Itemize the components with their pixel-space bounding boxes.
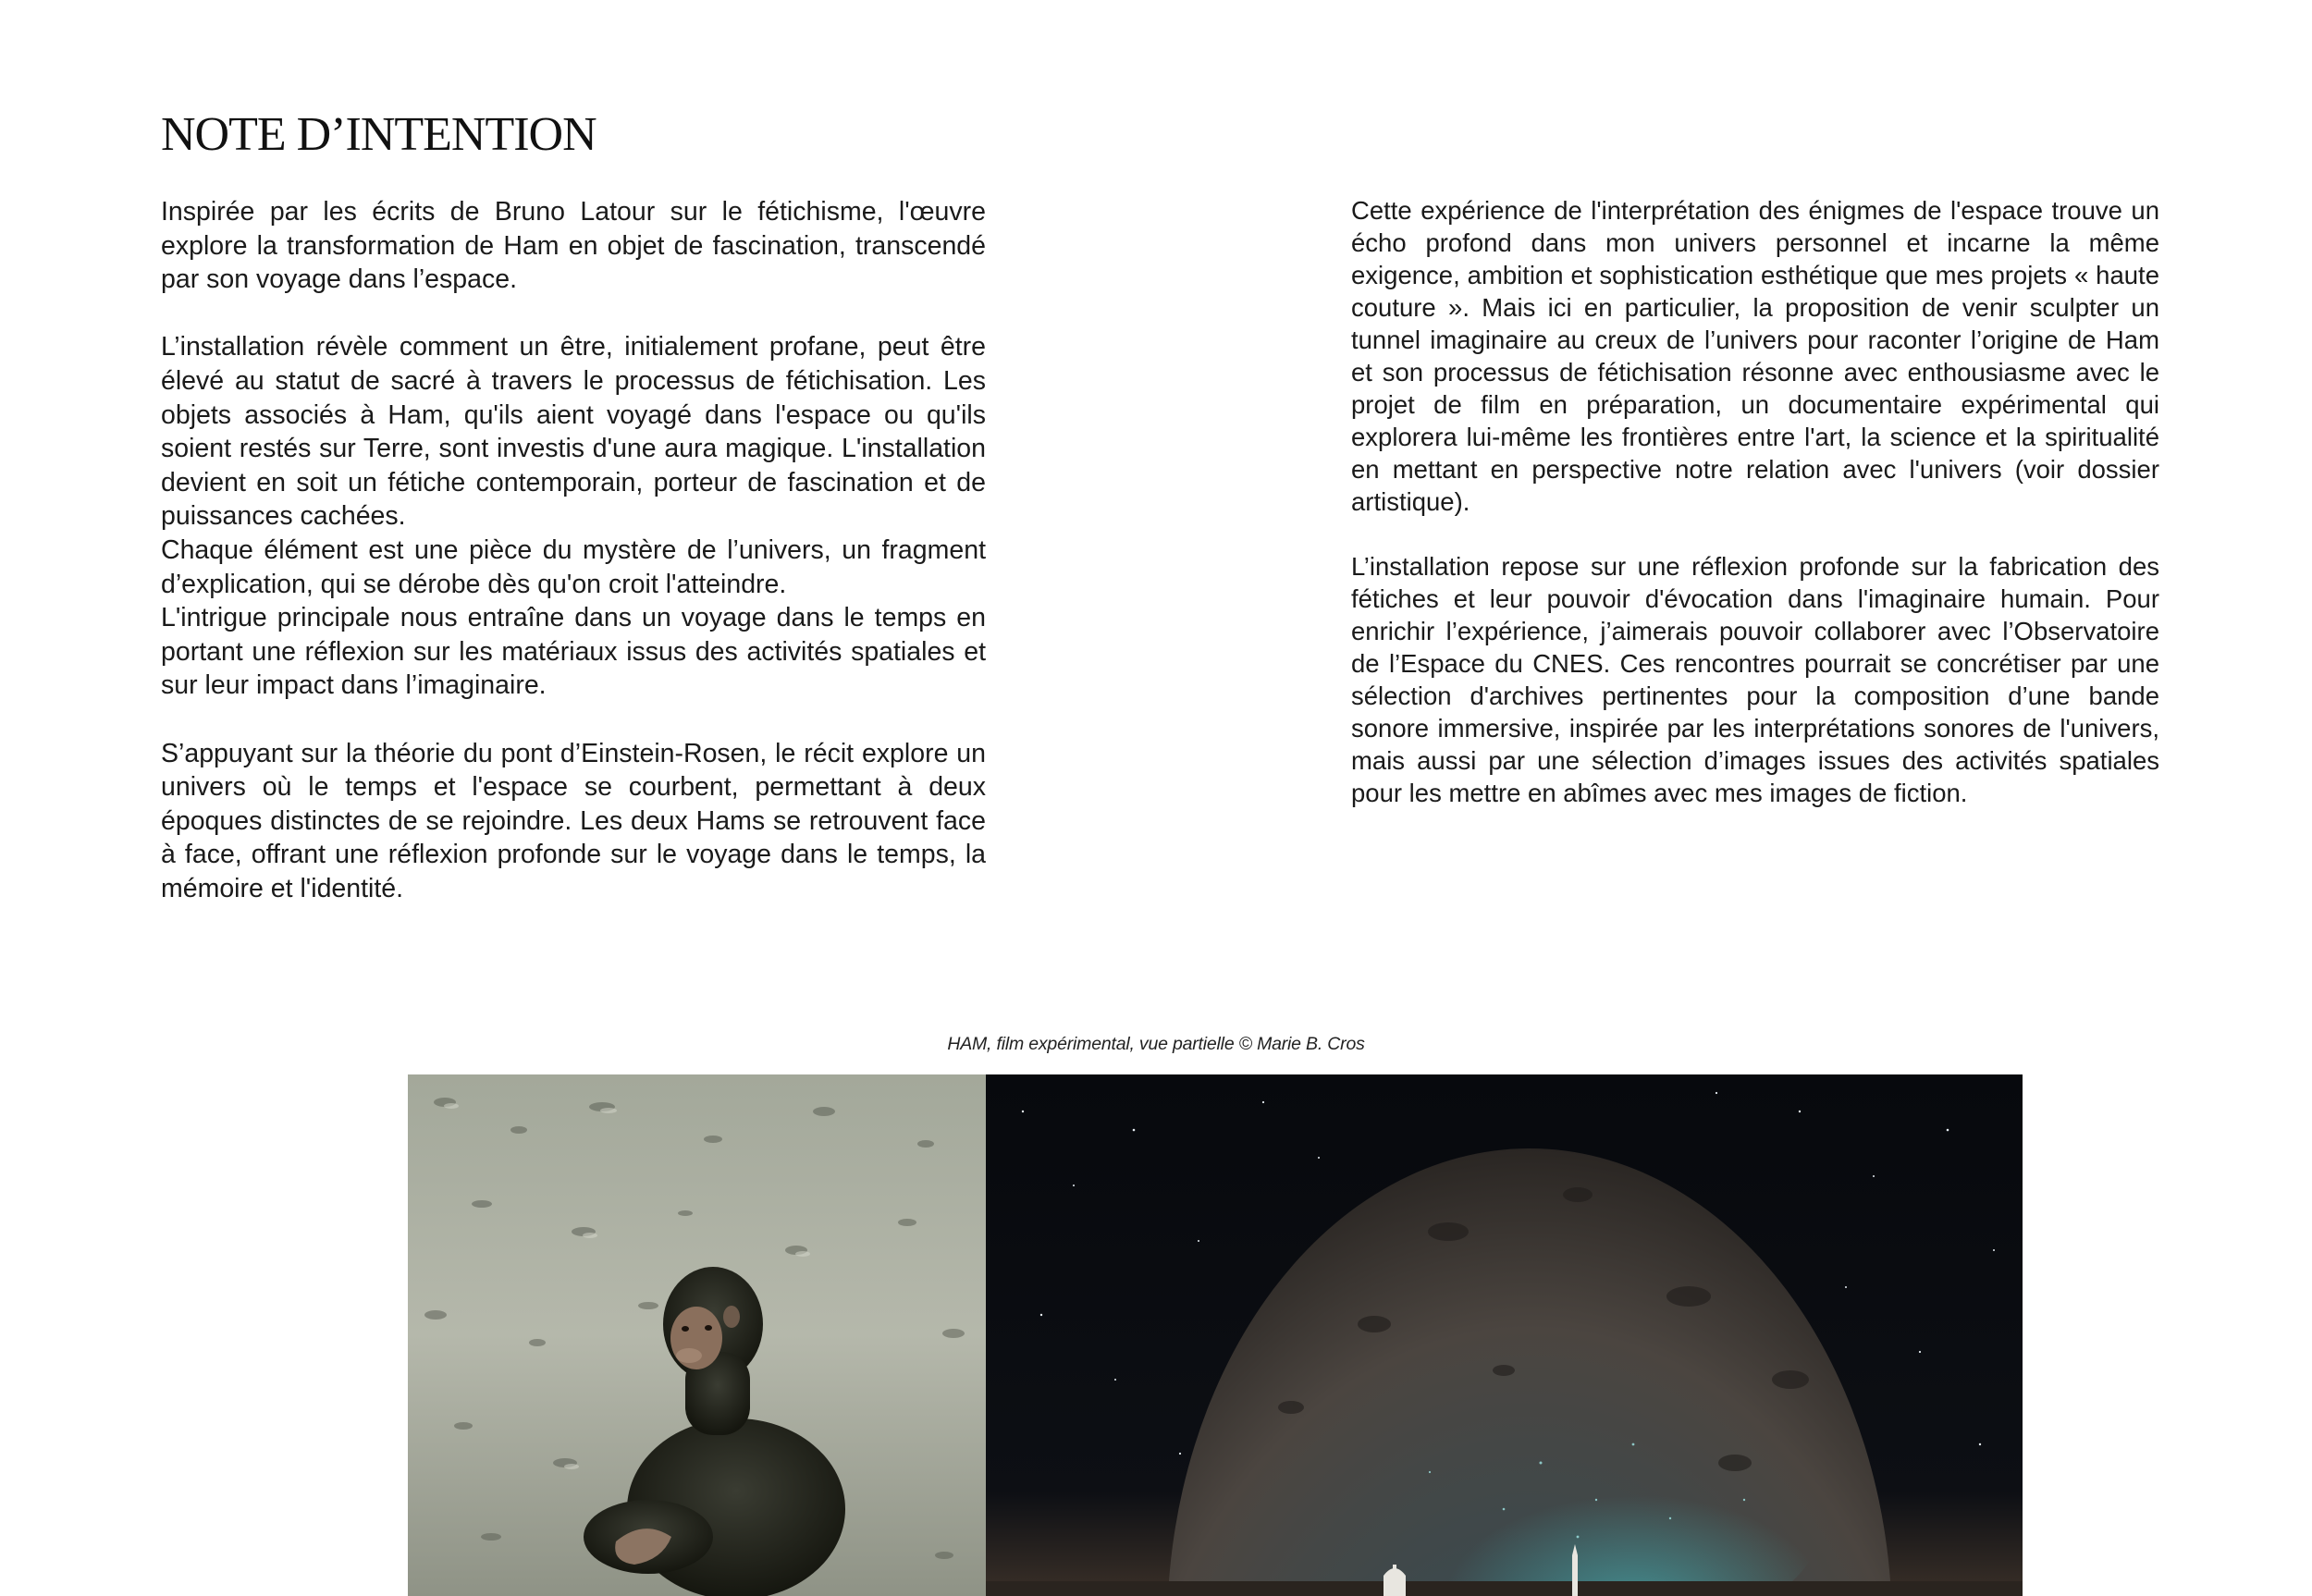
paragraph: Inspirée par les écrits de Bruno Latour sur le fétichisme, l'œuvre explore la transformation de Ham en objet de fascination, transcendé par son voyage dans l’espace. <box>161 197 986 295</box>
figure-caption: HAM, film expérimental, vue partielle © Marie B. Cros <box>947 1034 1365 1054</box>
paragraph: Chaque élément est une pièce du mystère de l’univers, un fragment d’explication, qui se dérobe dès qu'on croit l'atteindre. <box>161 534 986 599</box>
lunar-surface-illustration <box>408 1074 986 1596</box>
moon-over-city-image <box>986 1074 2023 1596</box>
chimpanzee-on-moon-image <box>408 1074 986 1596</box>
paragraph: Cette expérience de l'interprétation des énigmes de l'espace trouve un écho profond dans mon univers personnel et incarne la même exigence, ambition et sophistication esthétique que mes projets « haute couture ». Mais ici en particulier, la proposition de venir sculpter un tunnel imaginaire au creux de l’univers pour raconter l’origine de Ham et son processus de fétichisation résonne avec enthousiasme avec le projet de film en préparation, un documentaire expérimental qui explorera lui-même les frontières entre l'art, la science et la spiritualité en mettant en perspective notre relation avec l'univers (voir dossier artistique). <box>1351 196 2159 516</box>
right-text-column <box>1351 194 2159 809</box>
paragraph-gap <box>161 703 986 737</box>
paragraph: L’installation révèle comment un être, initialement profane, peut être élevé au statut de sacré à travers le processus de fétichisation. Les objets associés à Ham, qu'ils aient voyagé dans l'espace ou qu'ils soient restés sur Terre, sont investis d'une aura magique. L'installation devient en soit un fétiche contemporain, porteur de fascination et de puissances cachées. <box>161 332 986 532</box>
paragraph-gap <box>161 297 986 331</box>
page-title: NOTE D’INTENTION <box>161 108 596 161</box>
figure-images <box>408 1074 2023 1596</box>
paragraph: S’appuyant sur la théorie du pont d’Einstein-Rosen, le récit explore un univers où le temps et l'espace se courbent, permettant à deux époques distinctes de se rejoindre. Les deux Hams se retrouvent face à face, offrant une réflexion profonde sur le voyage dans le temps, la mémoire et l'identité. <box>161 738 986 903</box>
paragraph-gap <box>1351 518 2159 550</box>
paragraph: L’installation repose sur une réflexion profonde sur la fabrication des fétiches et leur pouvoir d'évocation dans l'imaginaire humain. Pour enrichir l’expérience, j’aimerais pouvoir collaborer avec l’Observatoire de l’Espace du CNES. Ces rencontres pourrait se concrétiser par une sélection d'archives pertinentes pour la composition d’une bande sonore immersive, inspirée par les interprétations sonores de l'univers, mais aussi par une sélection d’images issues des activités spatiales pour les mettre en abîmes avec mes images de fiction. <box>1351 552 2159 807</box>
paragraph: L'intrigue principale nous entraîne dans un voyage dans le temps en portant une réflexion sur les matériaux issus des activités spatiales et sur leur impact dans l’imaginaire. <box>161 603 986 701</box>
giant-moon-illustration <box>986 1074 2023 1596</box>
left-text-column <box>161 195 986 905</box>
